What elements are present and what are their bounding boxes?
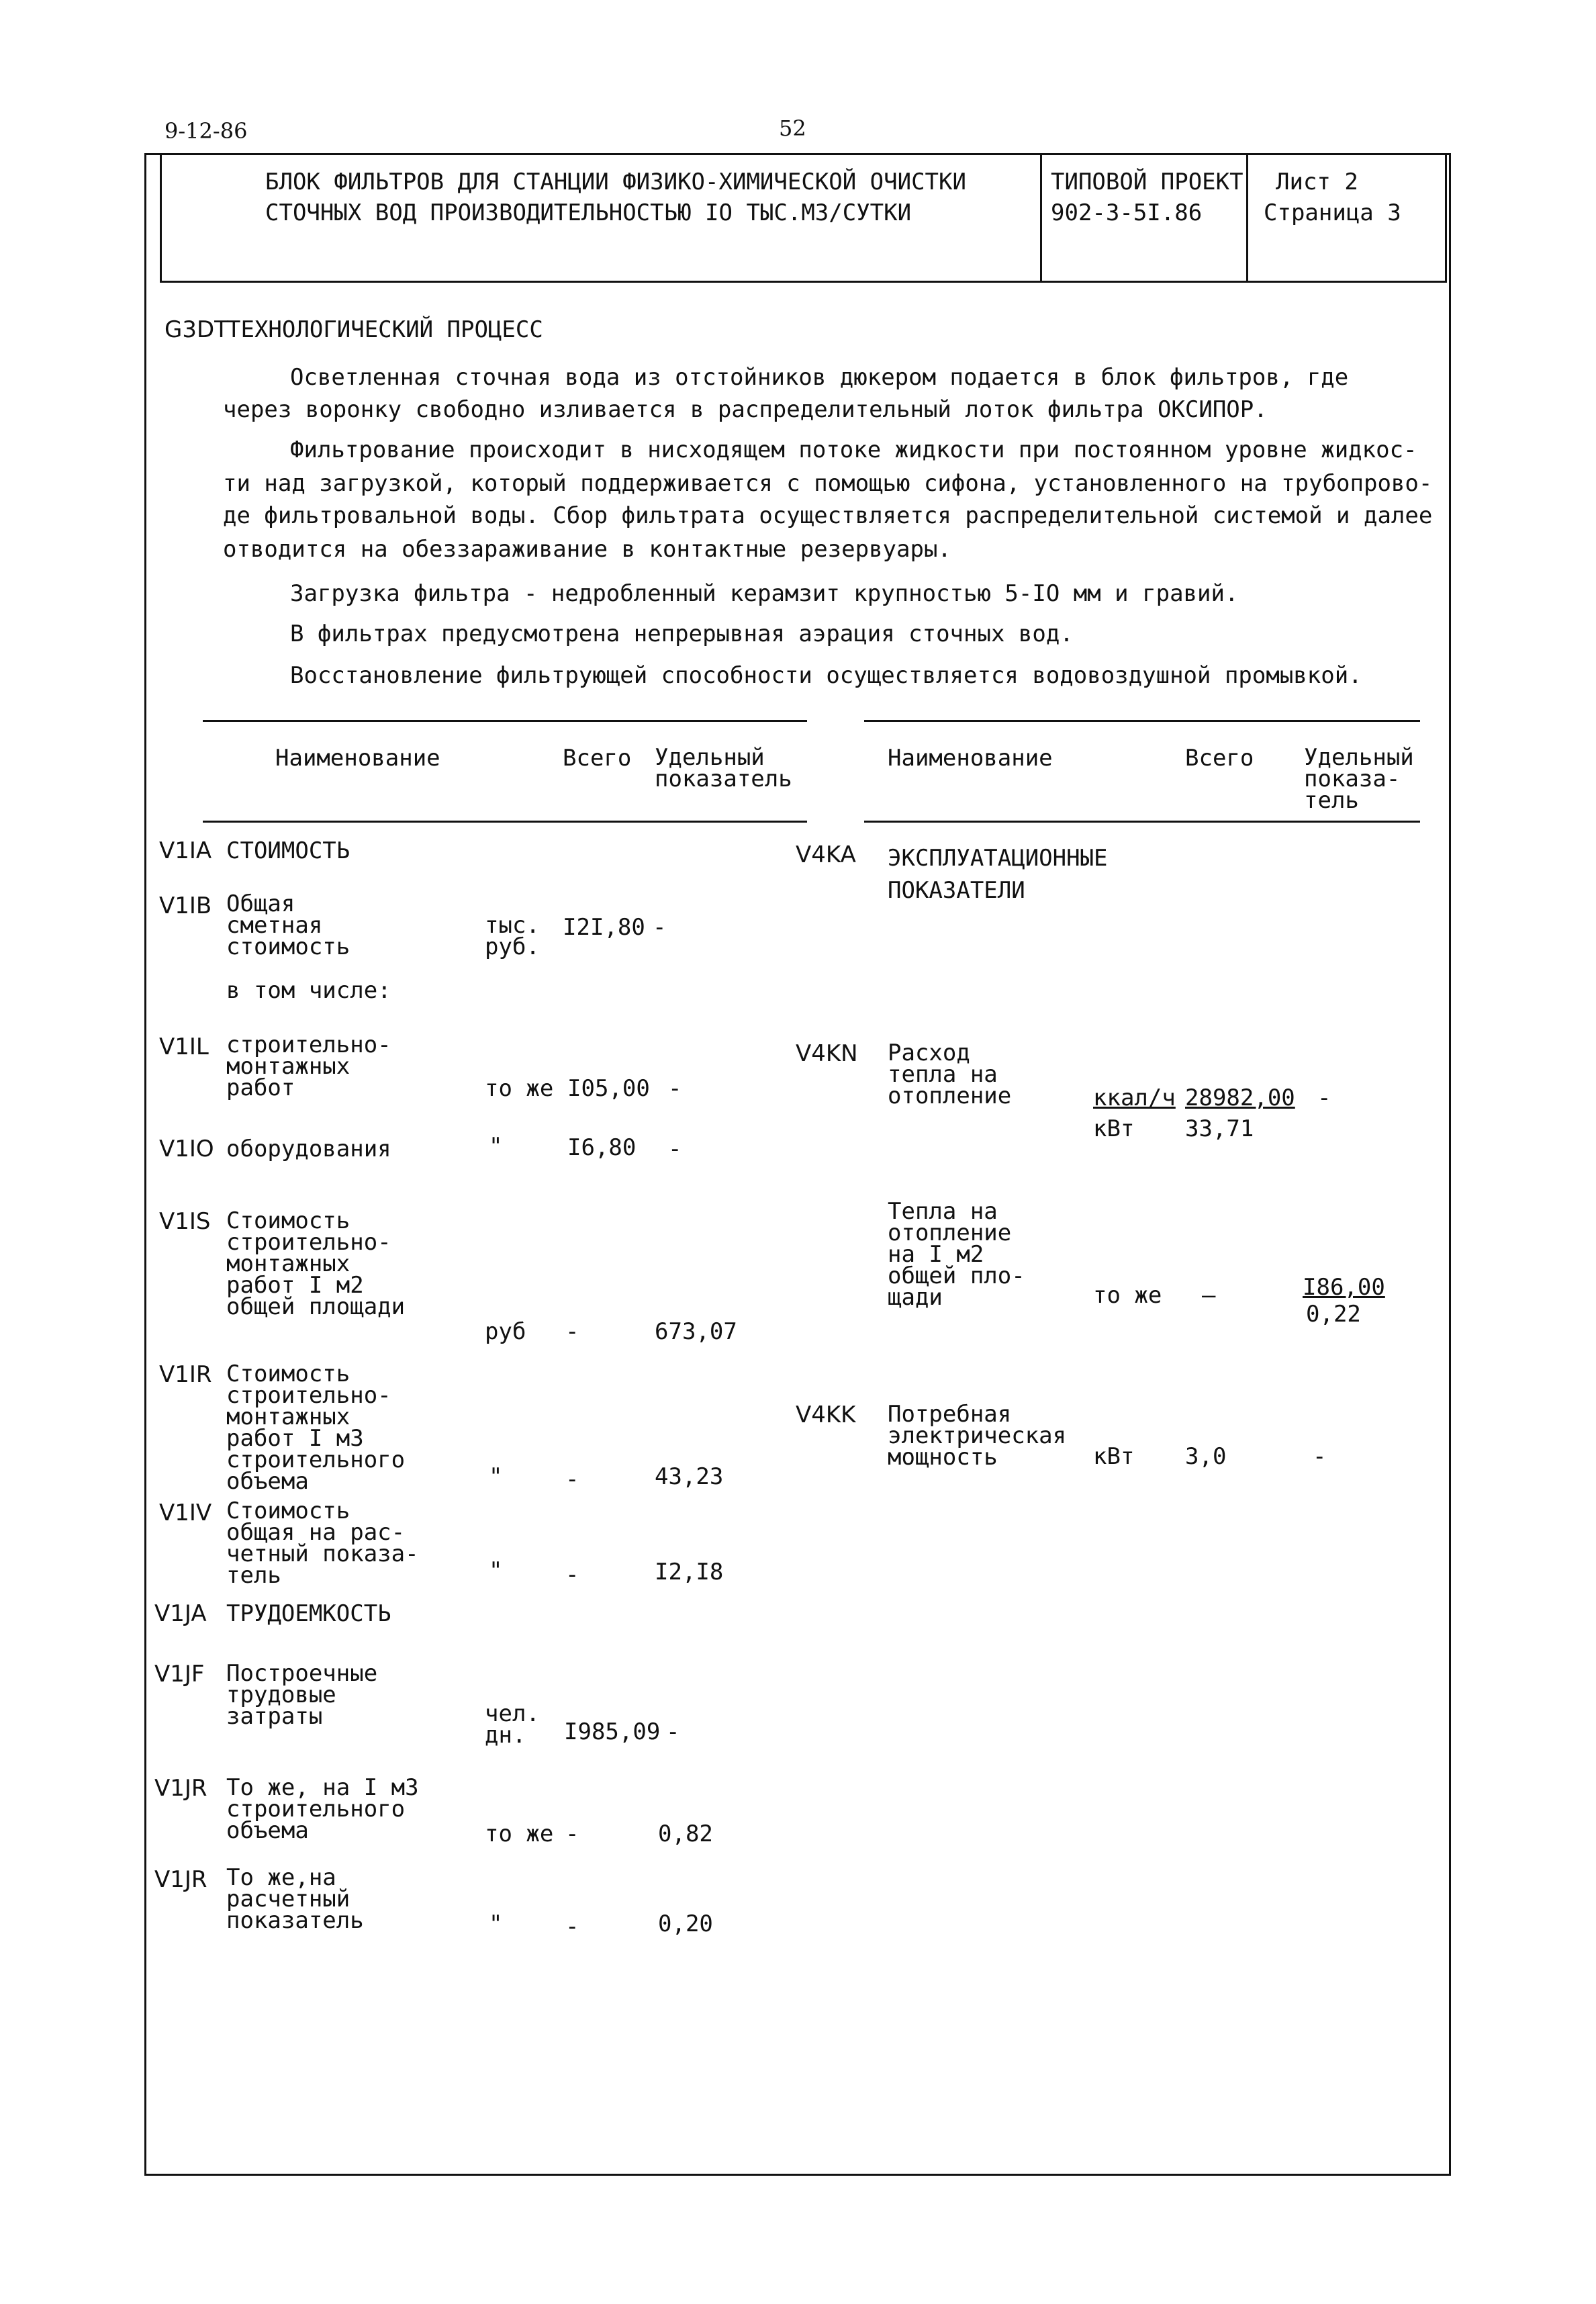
left-row-code: V1IR xyxy=(159,1361,212,1388)
left-row-total: - xyxy=(565,1466,579,1493)
left-row-specific: I2,I8 xyxy=(655,1559,724,1585)
left-row-name: Построечные трудовые затраты xyxy=(226,1660,378,1730)
left-row-name: оборудования xyxy=(226,1136,391,1162)
right-table-top-rule xyxy=(864,720,1420,722)
left-row-unit: " xyxy=(489,1463,503,1490)
left-row-code: V1IB xyxy=(159,892,212,919)
title-divider-1 xyxy=(1040,153,1042,281)
title-divider-2 xyxy=(1246,153,1248,281)
left-row-code: V1JF xyxy=(154,1661,205,1688)
right-header-name: Наименование xyxy=(888,745,1053,772)
right-table-header-rule xyxy=(864,821,1420,823)
right-header-total: Всего xyxy=(1185,745,1254,772)
left-row-name: Стоимость общая на рас- четный показа- тель xyxy=(226,1497,419,1589)
left-row-total: I2I,80 xyxy=(563,914,645,941)
right-row-total: — xyxy=(1202,1282,1216,1309)
left-row-specific: 0,20 xyxy=(658,1910,713,1937)
title-line-1: БЛОК ФИЛЬТРОВ ДЛЯ СТАНЦИИ ФИЗИКО-ХИМИЧЕСКОЙ ОЧИСТКИ xyxy=(265,169,966,195)
left-table-top-rule xyxy=(203,720,807,722)
right-row-name: Потребная электрическая мощность xyxy=(888,1401,1067,1471)
left-row-name: То же, на I м3 строительного объема xyxy=(226,1774,419,1844)
left-row-code: V1IL xyxy=(159,1033,209,1060)
left-row-unit: " xyxy=(489,1910,503,1937)
left-row-name: Стоимость строительно- монтажных работ I м3 строительного объема xyxy=(226,1361,406,1495)
left-table-header-rule xyxy=(203,821,807,823)
page-number: 52 xyxy=(779,116,806,141)
left-row-total: I05,00 xyxy=(567,1075,650,1102)
left-header-specific: Удельный показатель xyxy=(655,744,792,792)
project-number: 902-3-5I.86 xyxy=(1051,199,1203,226)
right-row-unit: кВт xyxy=(1093,1443,1135,1470)
paragraph-2-line-2: ти над загрузкой, который поддерживается с помощью сифона, установленного на трубопрово- xyxy=(223,470,1433,497)
left-row-total: - xyxy=(565,1913,579,1940)
left-row-total: - xyxy=(565,1318,579,1345)
paragraph-2-line-3: де фильтровальной воды. Сбор фильтрата осуществляется распределительной системой и далее xyxy=(223,502,1433,529)
section-title: ТЕХНОЛОГИЧЕСКИЙ ПРОЦЕСС xyxy=(227,316,543,343)
title-line-2: СТОЧНЫХ ВОД ПРОИЗВОДИТЕЛЬНОСТЬЮ IO ТЫС.М3/СУТКИ xyxy=(265,199,912,226)
left-row-code: V1JR xyxy=(154,1866,207,1893)
left-row-name: Общая сметная стоимость xyxy=(226,890,350,960)
right-row-unit: ккал/ч xyxy=(1093,1085,1176,1111)
right-row-unit: то же xyxy=(1093,1282,1162,1309)
page-date: 9-12-86 xyxy=(165,118,248,144)
project-label: ТИПОВОЙ ПРОЕКТ xyxy=(1051,169,1243,195)
left-row-total: I6,80 xyxy=(567,1134,637,1161)
left-row-specific: - xyxy=(668,1075,682,1102)
paragraph-5: Восстановление фильтрующей способности осуществляется водовоздушной промывкой. xyxy=(290,662,1362,689)
left-row-specific: - xyxy=(666,1718,680,1745)
paragraph-1-line-1: Осветленная сточная вода из отстойников дюкером подается в блок фильтров, где xyxy=(290,364,1349,391)
left-row-unit: чел. дн. xyxy=(485,1700,540,1749)
right-row-specific: - xyxy=(1317,1085,1331,1111)
left-row-total: - xyxy=(565,1821,579,1847)
left-header-total: Всего xyxy=(563,745,632,772)
right-row-name: Расход тепла на отопление xyxy=(888,1040,1012,1109)
left-row-specific: 43,23 xyxy=(655,1463,724,1490)
left-row-code: V1IS xyxy=(159,1208,211,1235)
paragraph-4: В фильтрах предусмотрена непрерывная аэрация сточных вод. xyxy=(290,620,1074,647)
page-label: Страница 3 xyxy=(1264,199,1401,226)
right-row-code: V4KK xyxy=(796,1401,856,1428)
right-row-code: V4KA xyxy=(796,841,856,868)
left-row-name: строительно- монтажных работ xyxy=(226,1031,391,1101)
sheet-label: Лист 2 xyxy=(1276,169,1358,195)
paragraph-2-line-1: Фильтрование происходит в нисходящем потоке жидкости при постоянном уровне жидкос- xyxy=(290,436,1417,463)
left-row-unit: то же xyxy=(485,1821,554,1847)
right-row-total: 28982,00 xyxy=(1185,1085,1295,1111)
left-row-specific: - xyxy=(668,1136,682,1162)
left-row-specific: 0,82 xyxy=(658,1821,713,1847)
right-row-specific: - xyxy=(1313,1443,1327,1470)
left-row-unit: " xyxy=(489,1557,503,1584)
right-row-specific: 0,22 xyxy=(1306,1301,1361,1328)
left-row-name: в том числе: xyxy=(226,977,391,1004)
section-code: G3DT xyxy=(165,316,228,343)
left-row-name: Стоимость строительно- монтажных работ I м2 общей площади xyxy=(226,1207,406,1320)
right-row-code: V4KN xyxy=(796,1040,858,1067)
left-row-code: V1JA xyxy=(154,1600,207,1627)
right-row-total: 33,71 xyxy=(1185,1115,1254,1142)
left-row-specific: 673,07 xyxy=(655,1318,737,1345)
left-row-name: ТРУДОЕМКОСТЬ xyxy=(226,1600,391,1627)
left-row-total: I985,09 xyxy=(564,1718,661,1745)
left-row-code: V1IO xyxy=(159,1136,214,1162)
right-row-unit: кВт xyxy=(1093,1115,1135,1142)
left-row-code: V1JR xyxy=(154,1775,207,1802)
left-row-unit: то же xyxy=(485,1075,554,1102)
right-row-specific: I86,00 xyxy=(1303,1274,1385,1301)
left-row-code: V1IV xyxy=(159,1500,212,1526)
left-row-name: То же,на расчетный показатель xyxy=(226,1864,364,1934)
paragraph-3: Загрузка фильтра - недробленный керамзит крупностью 5-IO мм и гравий. xyxy=(290,580,1239,607)
left-row-name: СТОИМОСТЬ xyxy=(226,837,350,864)
left-header-name: Наименование xyxy=(275,745,440,772)
left-row-specific: - xyxy=(653,914,667,941)
left-row-unit: руб xyxy=(485,1318,526,1345)
right-row-name: ЭКСПЛУАТАЦИОННЫЕ ПОКАЗАТЕЛИ xyxy=(888,845,1108,904)
left-row-code: V1IA xyxy=(159,837,212,864)
right-header-specific: Удельный показа- тель xyxy=(1304,744,1414,814)
paragraph-1-line-2: через воронку свободно изливается в распределительный лоток фильтра ОКСИПОР. xyxy=(223,396,1268,423)
right-row-total: 3,0 xyxy=(1185,1443,1227,1470)
left-row-unit: тыс. руб. xyxy=(485,912,540,960)
left-row-unit: " xyxy=(489,1133,503,1160)
paragraph-2-line-4: отводится на обеззараживание в контактные резервуары. xyxy=(223,536,951,563)
right-row-name: Тепла на отопление на I м2 общей пло- щади xyxy=(888,1198,1025,1311)
left-row-total: - xyxy=(565,1561,579,1588)
